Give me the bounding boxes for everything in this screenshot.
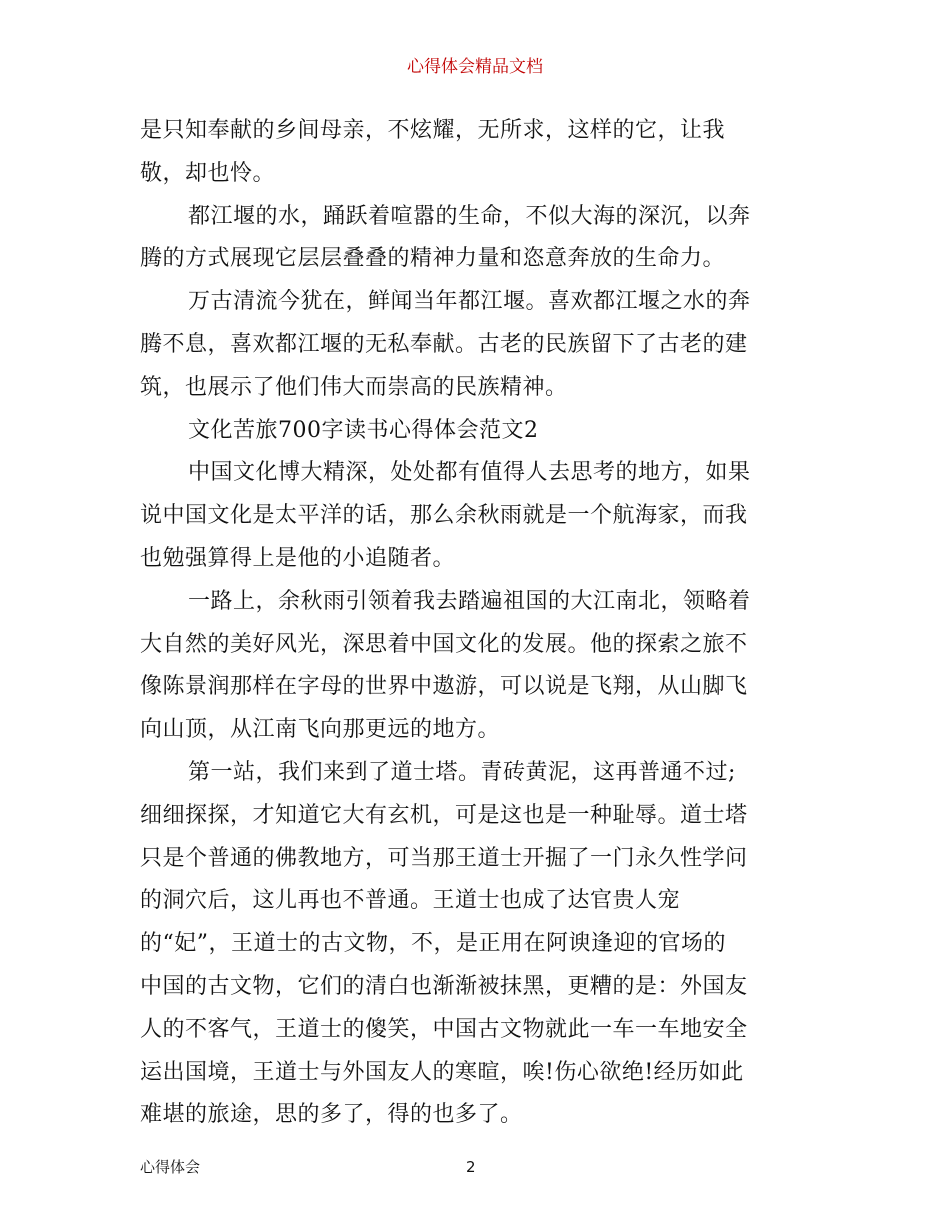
text-line: 的“妃”，王道士的古文物，不，是正用在阿谀逢迎的官场的 (140, 931, 726, 957)
text-line: 万古清流今犹在，鲜闻当年都江堰。喜欢都江堰之水的奔 (188, 289, 751, 315)
text-line: 一路上，余秋雨引领着我去踏遍祖国的大江南北，领略着 (188, 588, 751, 614)
text-line: 的洞穴后，这儿再也不普通。王道士也成了达官贵人宠 (140, 888, 681, 914)
text-line: 腾的方式展现它层层叠叠的精神力量和恣意奔放的生命力。 (140, 246, 726, 272)
page-number: 2 (466, 1158, 476, 1176)
text-line: 向山顶，从江南飞向那更远的地方。 (140, 717, 501, 743)
text-line: 也勉强算得上是他的小追随者。 (140, 545, 456, 571)
text-line: 大自然的美好风光，深思着中国文化的发展。他的探索之旅不 (140, 631, 748, 657)
section-heading: 文化苦旅700字读书心得体会范文2 (188, 417, 539, 443)
text-line: 细细探探，才知道它大有玄机，可是这也是一种耻辱。道士塔 (140, 802, 748, 828)
text-line: 只是个普通的佛教地方，可当那王道士开掘了一门永久性学问 (140, 845, 748, 871)
text-line: 像陈景润那样在字母的世界中遨游，可以说是飞翔，从山脚飞 (140, 674, 748, 700)
text-line: 腾不息，喜欢都江堰的无私奉献。古老的民族留下了古老的建 (140, 331, 748, 357)
text-line: 中国的古文物，它们的清白也渐渐被抹黑，更糟的是：外国友 (140, 973, 748, 999)
text-line: 都江堰的水，踊跃着喧嚣的生命，不似大海的深沉，以奔 (188, 203, 751, 229)
text-line: 是只知奉献的乡间母亲，不炫耀，无所求，这样的它，让我 (140, 118, 726, 143)
footer-label: 心得体会 (140, 1158, 201, 1176)
text-line: 敬，却也怜。 (140, 160, 276, 186)
document-body (140, 110, 812, 1137)
text-line: 难堪的旅途，思的多了，得的也多了。 (140, 1102, 523, 1128)
page-header-title: 心得体会精品文档 (407, 57, 543, 77)
text-line: 中国文化博大精深，处处都有值得人去思考的地方，如果 (188, 460, 751, 486)
text-line: 说中国文化是太平洋的话，那么余秋雨就是一个航海家，而我 (140, 503, 748, 529)
text-line: 人的不客气，王道士的傻笑，中国古文物就此一车一车地安全 (140, 1016, 748, 1042)
text-line: 第一站，我们来到了道士塔。青砖黄泥，这再普通不过; (188, 759, 736, 785)
text-line: 筑，也展示了他们伟大而崇高的民族精神。 (140, 374, 568, 400)
text-line: 运出国境，王道士与外国友人的寒暄，唉!伤心欲绝!经历如此 (140, 1059, 744, 1085)
